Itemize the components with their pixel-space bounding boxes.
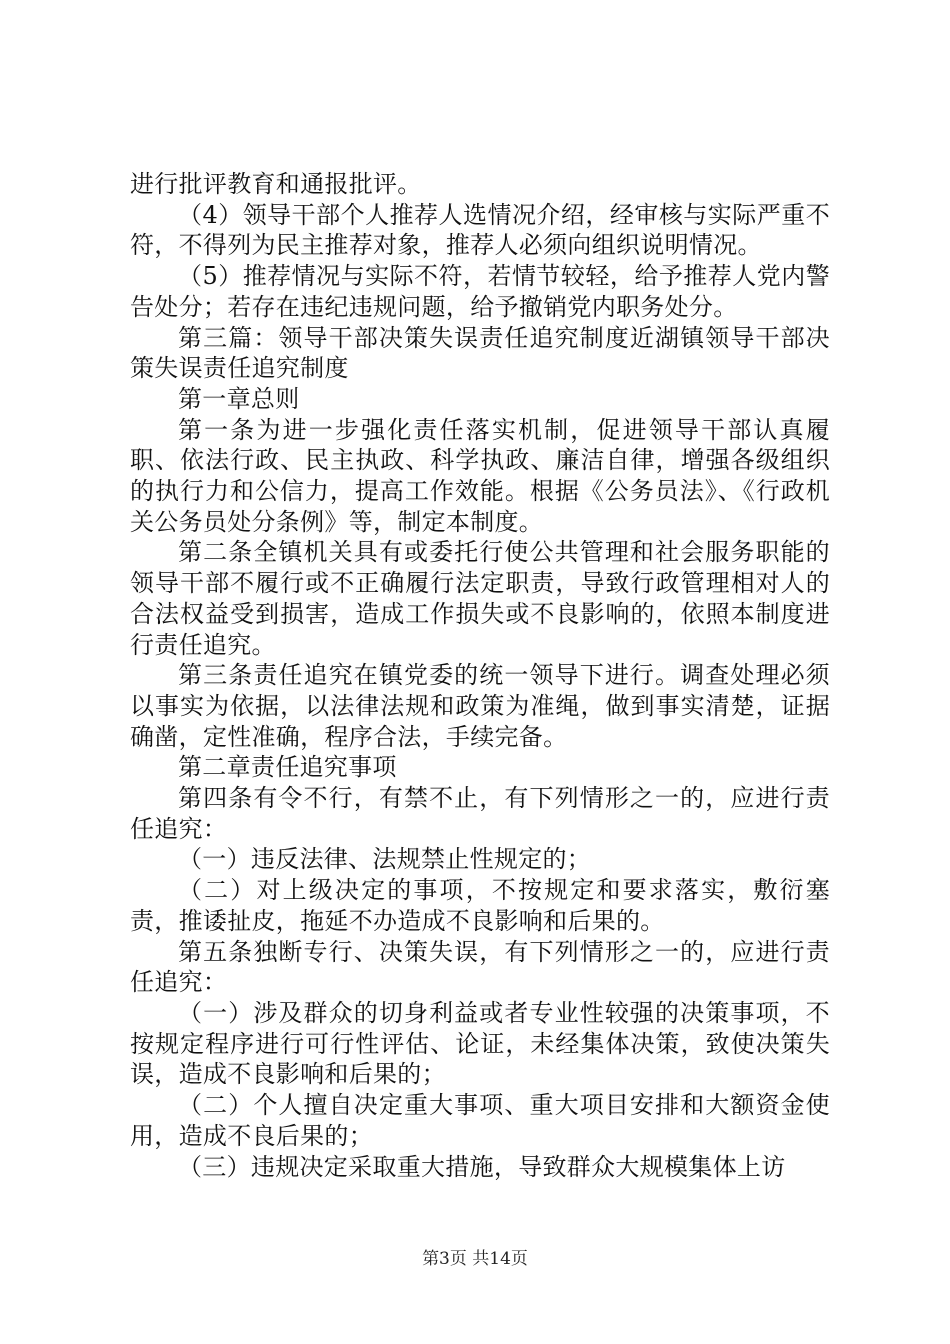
- article-2: 第二条全镇机关具有或委托行使公共管理和社会服务职能的领导干部不履行或不正确履行法定职责，导致行政管理相对人的合法权益受到损害，造成工作损失或不良影响的，依照本制度进行责任追究。: [130, 538, 830, 659]
- section-title: 第三篇：领导干部决策失误责任追究制度近湖镇领导干部决策失误责任追究制度: [130, 323, 830, 383]
- paragraph-1: 进行批评教育和通报批评。: [130, 170, 422, 198]
- article-5: 第五条独断专行、决策失误，有下列情形之一的，应进行责任追究：: [130, 937, 830, 997]
- paragraph-3: （5）推荐情况与实际不符，若情节较轻，给予推荐人党内警告处分；若存在违纪违规问题，给予撤销党内职务处分。: [130, 262, 830, 321]
- paragraph-2: （4）领导干部个人推荐人选情况介绍，经审核与实际严重不符，不得列为民主推荐对象，推荐人必须向组织说明情况。: [130, 200, 830, 260]
- chapter-heading-2: 第二章责任追究事项: [178, 753, 397, 782]
- article-1: 第一条为进一步强化责任落实机制，促进领导干部认真履职、依法行政、民主执政、科学执政、廉洁自律，增强各级组织的执行力和公信力，提高工作效能。根据《公务员法》、《行政机关公务员处分条例》等，制定本制度。: [130, 415, 830, 536]
- article-5-item-3: （三）违规决定采取重大措施，导致群众大规模集体上访: [178, 1152, 786, 1181]
- page-number-footer: 第3页 共14页: [422, 1249, 528, 1269]
- article-4-item-1: （一）违反法律、法规禁止性规定的；: [178, 845, 592, 874]
- article-4-item-2: （二）对上级决定的事项，不按规定和要求落实，敷衍塞责，推诿扯皮，拖延不办造成不良影响和后果的。: [130, 876, 830, 935]
- article-5-item-1: （一）涉及群众的切身利益或者专业性较强的决策事项，不按规定程序进行可行性评估、论证，未经集体决策，致使决策失误，造成不良影响和后果的；: [130, 998, 830, 1089]
- article-3: 第三条责任追究在镇党委的统一领导下进行。调查处理必须以事实为依据，以法律法规和政策为准绳，做到事实清楚，证据确凿，定性准确，程序合法，手续完备。: [130, 661, 830, 751]
- article-5-item-2: （二）个人擅自决定重大事项、重大项目安排和大额资金使用，造成不良后果的；: [130, 1091, 830, 1150]
- chapter-heading-1: 第一章总则: [178, 384, 300, 413]
- article-4: 第四条有令不行，有禁不止，有下列情形之一的，应进行责任追究：: [130, 784, 830, 843]
- document-body: [130, 169, 830, 1182]
